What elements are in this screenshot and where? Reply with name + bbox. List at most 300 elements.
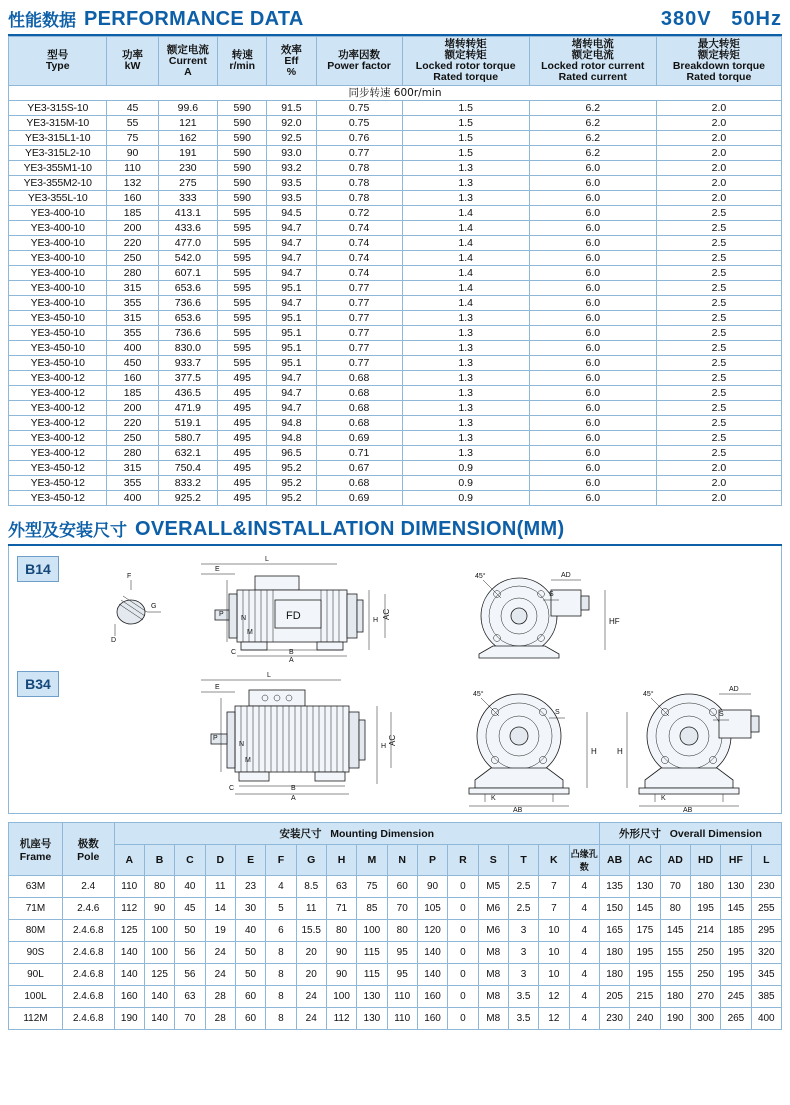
col-hf: HF: [721, 845, 751, 876]
table-row: [9, 416, 782, 431]
cell-value: 94.7: [267, 386, 316, 401]
cell-value: 0.68: [316, 371, 402, 386]
cell-value: 11: [296, 898, 326, 920]
cell-value: 94.5: [267, 206, 316, 221]
cell-value: 1.5: [402, 101, 529, 116]
cell-value: 355: [107, 326, 158, 341]
cell-value: 90: [144, 898, 174, 920]
mount-table-column-header-row: [9, 845, 782, 876]
cell-value: 607.1: [158, 266, 217, 281]
cell-value: 112: [114, 898, 144, 920]
cell-frame: 80M: [9, 920, 63, 942]
cell-value: 495: [218, 371, 267, 386]
svg-text:E: E: [215, 566, 220, 574]
svg-text:FD: FD: [286, 610, 301, 623]
col-l: L: [751, 845, 781, 876]
cell-value: 2.5: [656, 251, 781, 266]
cell-value: 471.9: [158, 401, 217, 416]
svg-text:M: M: [247, 629, 253, 637]
cell-value: 0.75: [316, 101, 402, 116]
cell-value: 0.68: [316, 476, 402, 491]
table-row: [9, 326, 782, 341]
svg-text:S: S: [719, 711, 724, 719]
cell-value: M6: [478, 920, 508, 942]
cell-value: 95.1: [267, 326, 316, 341]
cell-value: 6.0: [529, 476, 656, 491]
cell-value: 110: [387, 1008, 417, 1030]
cell-value: 750.4: [158, 461, 217, 476]
cell-value: 590: [218, 161, 267, 176]
cell-value: 195: [721, 964, 751, 986]
cell-value: 6.0: [529, 251, 656, 266]
cell-value: 95.1: [267, 311, 316, 326]
cell-value: 120: [417, 920, 447, 942]
cell-value: 195: [630, 942, 660, 964]
cell-value: 80: [387, 920, 417, 942]
cell-value: 45: [175, 898, 205, 920]
cell-value: 215: [630, 986, 660, 1008]
cell-value: 2.0: [656, 161, 781, 176]
cell-value: 2.5: [656, 221, 781, 236]
cell-value: 15.5: [296, 920, 326, 942]
cell-value: 14: [205, 898, 235, 920]
cell-value: 4: [569, 986, 599, 1008]
cell-value: 4: [569, 942, 599, 964]
cell-value: 180: [660, 986, 690, 1008]
cell-value: 2.5: [656, 386, 781, 401]
cell-value: 250: [690, 942, 720, 964]
cell-value: 1.4: [402, 251, 529, 266]
table-row: [9, 176, 782, 191]
cell-value: M8: [478, 1008, 508, 1030]
cell-value: M8: [478, 942, 508, 964]
performance-section-header: [8, 6, 782, 31]
svg-text:H: H: [617, 747, 623, 757]
col-p: P: [417, 845, 447, 876]
voltage-frequency-label: 380V 50Hz: [660, 8, 782, 30]
cell-value: 94.7: [267, 401, 316, 416]
cell-value: 94.7: [267, 251, 316, 266]
col-m: M: [357, 845, 387, 876]
col-k: K: [539, 845, 569, 876]
cell-value: 6.0: [529, 236, 656, 251]
cell-value: 1.5: [402, 116, 529, 131]
table-row: [9, 356, 782, 371]
cell-type: YE3-450-12: [9, 476, 107, 491]
mounting-table-body: [9, 876, 782, 1030]
cell-value: 4: [569, 964, 599, 986]
cell-type: YE3-400-10: [9, 281, 107, 296]
cell-value: 0.74: [316, 266, 402, 281]
svg-text:B: B: [289, 649, 294, 657]
cell-value: 214: [690, 920, 720, 942]
cell-value: 0.77: [316, 311, 402, 326]
cell-value: 315: [107, 281, 158, 296]
cell-value: 6.0: [529, 326, 656, 341]
cell-value: 590: [218, 131, 267, 146]
cell-value: 6.0: [529, 386, 656, 401]
cell-value: 195: [721, 942, 751, 964]
performance-title-cn: 性能数据: [8, 11, 76, 31]
cell-value: 1.3: [402, 431, 529, 446]
cell-value: 595: [218, 326, 267, 341]
col-breakdown-torque: 最大转矩 额定转矩 Breakdown torque Rated torque: [656, 37, 781, 86]
table-row: [9, 341, 782, 356]
cell-value: 0.77: [316, 281, 402, 296]
col-power-factor: 功率因数 Power factor: [316, 37, 402, 86]
cell-value: 6.2: [529, 101, 656, 116]
cell-value: 145: [630, 898, 660, 920]
cell-value: 28: [205, 1008, 235, 1030]
svg-text:K: K: [661, 795, 666, 803]
cell-value: 24: [205, 964, 235, 986]
cell-value: 12: [539, 1008, 569, 1030]
cell-value: 6.0: [529, 446, 656, 461]
cell-value: 0.77: [316, 296, 402, 311]
col-n: N: [387, 845, 417, 876]
table-row: [9, 101, 782, 116]
cell-value: 125: [144, 964, 174, 986]
cell-value: 255: [751, 898, 781, 920]
cell-value: 0: [448, 898, 478, 920]
table-row: [9, 898, 782, 920]
b34-side-view: [201, 672, 397, 802]
cell-value: 0: [448, 1008, 478, 1030]
cell-value: 8: [266, 942, 296, 964]
cell-value: 736.6: [158, 326, 217, 341]
cell-value: 140: [144, 1008, 174, 1030]
cell-value: 23: [235, 876, 265, 898]
cell-value: 8: [266, 964, 296, 986]
cell-value: 495: [218, 431, 267, 446]
cell-value: 495: [218, 401, 267, 416]
cell-value: 2.5: [656, 416, 781, 431]
cell-value: 150: [599, 898, 629, 920]
cell-value: 110: [107, 161, 158, 176]
svg-text:45°: 45°: [475, 573, 486, 581]
cell-value: 70: [387, 898, 417, 920]
cell-value: 50: [235, 964, 265, 986]
cell-value: 6.0: [529, 341, 656, 356]
cell-value: 105: [417, 898, 447, 920]
cell-value: 250: [690, 964, 720, 986]
cell-value: 45: [107, 101, 158, 116]
svg-text:AD: AD: [729, 686, 739, 694]
cell-type: YE3-400-10: [9, 236, 107, 251]
cell-value: 833.2: [158, 476, 217, 491]
cell-value: M6: [478, 898, 508, 920]
cell-value: 830.0: [158, 341, 217, 356]
cell-value: 280: [107, 266, 158, 281]
cell-value: 590: [218, 176, 267, 191]
col-r: R: [448, 845, 478, 876]
cell-type: YE3-315L1-10: [9, 131, 107, 146]
cell-value: 0.74: [316, 221, 402, 236]
cell-value: 595: [218, 266, 267, 281]
cell-value: 100: [357, 920, 387, 942]
svg-text:AB: AB: [683, 807, 693, 813]
col-g: G: [296, 845, 326, 876]
cell-value: 93.5: [267, 191, 316, 206]
cell-value: 355: [107, 476, 158, 491]
cell-value: 71: [326, 898, 356, 920]
performance-table-header-row: [9, 37, 782, 86]
table-row: [9, 281, 782, 296]
cell-value: 5: [266, 898, 296, 920]
cell-value: 400: [107, 341, 158, 356]
cell-value: 0.74: [316, 236, 402, 251]
cell-value: 95.1: [267, 281, 316, 296]
cell-value: 2.0: [656, 461, 781, 476]
cell-value: 230: [599, 1008, 629, 1030]
cell-value: 220: [107, 416, 158, 431]
cell-value: 2.5: [656, 341, 781, 356]
svg-text:AB: AB: [513, 807, 523, 813]
cell-value: 10: [539, 920, 569, 942]
cell-value: 140: [417, 964, 447, 986]
svg-text:N: N: [241, 615, 247, 623]
cell-value: 595: [218, 296, 267, 311]
cell-value: 135: [599, 876, 629, 898]
cell-value: 6.0: [529, 191, 656, 206]
cell-value: 205: [599, 986, 629, 1008]
cell-type: YE3-355L-10: [9, 191, 107, 206]
cell-value: 6: [266, 920, 296, 942]
cell-value: 112: [326, 1008, 356, 1030]
cell-value: 80: [326, 920, 356, 942]
svg-text:G: G: [151, 603, 157, 611]
dimension-title-en: OVERALL&INSTALLATION DIMENSION(MM): [135, 518, 565, 541]
svg-text:A: A: [291, 795, 296, 803]
cell-value: 477.0: [158, 236, 217, 251]
cell-value: 6.2: [529, 116, 656, 131]
col-ad: AD: [660, 845, 690, 876]
table-row: [9, 371, 782, 386]
svg-text:M: M: [245, 757, 251, 765]
cell-value: 250: [107, 431, 158, 446]
cell-value: 2.5: [656, 401, 781, 416]
cell-value: 60: [235, 1008, 265, 1030]
cell-value: 653.6: [158, 281, 217, 296]
cell-value: 0.9: [402, 476, 529, 491]
cell-value: 12: [539, 986, 569, 1008]
cell-value: 24: [296, 1008, 326, 1030]
cell-value: 2.0: [656, 131, 781, 146]
badge-b34: [17, 671, 59, 697]
cell-value: 2.0: [656, 176, 781, 191]
cell-value: 632.1: [158, 446, 217, 461]
cell-value: 0.72: [316, 206, 402, 221]
cell-value: 100: [144, 920, 174, 942]
cell-value: M8: [478, 986, 508, 1008]
cell-value: 595: [218, 311, 267, 326]
synchronous-speed-label: 同步转速 600r/min: [9, 86, 782, 101]
cell-frame: 63M: [9, 876, 63, 898]
cell-pole: 2.4.6.8: [62, 1008, 114, 1030]
cell-value: M8: [478, 964, 508, 986]
cell-value: 91.5: [267, 101, 316, 116]
cell-value: 185: [107, 206, 158, 221]
table-row: [9, 251, 782, 266]
cell-value: 1.3: [402, 386, 529, 401]
cell-value: 0.9: [402, 461, 529, 476]
cell-value: 115: [357, 942, 387, 964]
cell-value: 0.78: [316, 191, 402, 206]
cell-type: YE3-400-10: [9, 251, 107, 266]
cell-value: M5: [478, 876, 508, 898]
cell-value: 145: [660, 920, 690, 942]
cell-type: YE3-450-12: [9, 461, 107, 476]
svg-text:S: S: [555, 709, 560, 717]
cell-value: 0.75: [316, 116, 402, 131]
cell-value: 6.0: [529, 281, 656, 296]
cell-value: 1.3: [402, 161, 529, 176]
cell-value: 100: [144, 942, 174, 964]
cell-type: YE3-315L2-10: [9, 146, 107, 161]
cell-value: 180: [599, 942, 629, 964]
cell-value: 90: [326, 942, 356, 964]
cell-value: 121: [158, 116, 217, 131]
cell-value: 220: [107, 236, 158, 251]
cell-value: 2.5: [656, 311, 781, 326]
cell-value: 0: [448, 964, 478, 986]
cell-value: 1.5: [402, 146, 529, 161]
col-c: C: [175, 845, 205, 876]
cell-value: 590: [218, 116, 267, 131]
cell-value: 6.2: [529, 131, 656, 146]
cell-value: 56: [175, 964, 205, 986]
cell-value: 0: [448, 876, 478, 898]
cell-value: 94.7: [267, 266, 316, 281]
col-current: 额定电流 Current A: [158, 37, 217, 86]
cell-value: 85: [357, 898, 387, 920]
table-row: [9, 236, 782, 251]
col-f: F: [266, 845, 296, 876]
cell-value: 230: [158, 161, 217, 176]
cell-value: 1.4: [402, 206, 529, 221]
cell-value: 94.7: [267, 236, 316, 251]
cell-value: 933.7: [158, 356, 217, 371]
col-h: H: [326, 845, 356, 876]
cell-type: YE3-315M-10: [9, 116, 107, 131]
svg-text:K: K: [491, 795, 496, 803]
cell-value: 230: [751, 876, 781, 898]
cell-value: 495: [218, 446, 267, 461]
cell-value: 595: [218, 341, 267, 356]
cell-value: 436.5: [158, 386, 217, 401]
cell-value: 0.68: [316, 401, 402, 416]
cell-value: 110: [387, 986, 417, 1008]
cell-type: YE3-450-10: [9, 356, 107, 371]
cell-value: 185: [107, 386, 158, 401]
cell-value: 495: [218, 461, 267, 476]
cell-value: 96.5: [267, 446, 316, 461]
cell-value: 2.5: [656, 236, 781, 251]
cell-value: 180: [690, 876, 720, 898]
cell-value: 6.0: [529, 296, 656, 311]
cell-value: 4: [569, 876, 599, 898]
table-row: [9, 461, 782, 476]
cell-value: 519.1: [158, 416, 217, 431]
table-row: [9, 942, 782, 964]
cell-value: 2.5: [656, 326, 781, 341]
cell-value: 1.3: [402, 416, 529, 431]
col-type: 型号 Type: [9, 37, 107, 86]
cell-type: YE3-355M1-10: [9, 161, 107, 176]
cell-value: 2.0: [656, 101, 781, 116]
cell-value: 2.5: [656, 371, 781, 386]
cell-value: 400: [107, 491, 158, 506]
cell-value: 4: [569, 920, 599, 942]
cell-value: 10: [539, 964, 569, 986]
cell-value: 80: [144, 876, 174, 898]
cell-value: 595: [218, 221, 267, 236]
cell-value: 19: [205, 920, 235, 942]
cell-value: 75: [357, 876, 387, 898]
svg-text:N: N: [239, 741, 245, 749]
performance-title-en: PERFORMANCE DATA: [84, 8, 304, 30]
cell-value: 70: [175, 1008, 205, 1030]
cell-value: 10: [539, 942, 569, 964]
cell-value: 0.76: [316, 131, 402, 146]
cell-type: YE3-400-10: [9, 221, 107, 236]
cell-value: 4: [569, 1008, 599, 1030]
cell-value: 1.4: [402, 266, 529, 281]
svg-text:L: L: [265, 556, 269, 564]
cell-value: 2.5: [508, 876, 538, 898]
cell-value: 315: [107, 461, 158, 476]
cell-value: 1.4: [402, 296, 529, 311]
cell-value: 0.78: [316, 176, 402, 191]
cell-value: 1.5: [402, 131, 529, 146]
mounting-dimension-table: [8, 822, 782, 1030]
cell-value: 140: [114, 942, 144, 964]
svg-text:45°: 45°: [643, 691, 654, 699]
cell-value: 2.0: [656, 491, 781, 506]
cell-value: 160: [114, 986, 144, 1008]
cell-value: 7: [539, 898, 569, 920]
cell-value: 8: [266, 986, 296, 1008]
group-overall-dimension: 外形尺寸 Overall Dimension: [599, 823, 781, 845]
svg-text:B: B: [291, 785, 296, 793]
cell-value: 130: [630, 876, 660, 898]
cell-value: 90: [107, 146, 158, 161]
cell-value: 140: [114, 964, 144, 986]
cell-value: 400: [751, 1008, 781, 1030]
cell-type: YE3-450-10: [9, 311, 107, 326]
svg-text:D: D: [111, 637, 117, 645]
cell-value: 94.8: [267, 416, 316, 431]
cell-value: 2.0: [656, 476, 781, 491]
svg-text:S: S: [549, 591, 554, 599]
cell-value: 1.3: [402, 341, 529, 356]
col-s: S: [478, 845, 508, 876]
table-row: [9, 266, 782, 281]
svg-text:L: L: [267, 672, 271, 680]
cell-pole: 2.4: [62, 876, 114, 898]
cell-value: 1.3: [402, 446, 529, 461]
dimension-drawings-panel: [8, 546, 782, 814]
cell-frame: 112M: [9, 1008, 63, 1030]
cell-value: 0.67: [316, 461, 402, 476]
table-row: [9, 476, 782, 491]
badge-b14: [17, 556, 59, 582]
cell-pole: 2.4.6.8: [62, 942, 114, 964]
col-locked-rotor-current: 堵转电流 额定电流 Locked rotor current Rated current: [529, 37, 656, 86]
cell-value: 6.0: [529, 311, 656, 326]
cell-value: 93.5: [267, 176, 316, 191]
cell-value: 24: [296, 986, 326, 1008]
